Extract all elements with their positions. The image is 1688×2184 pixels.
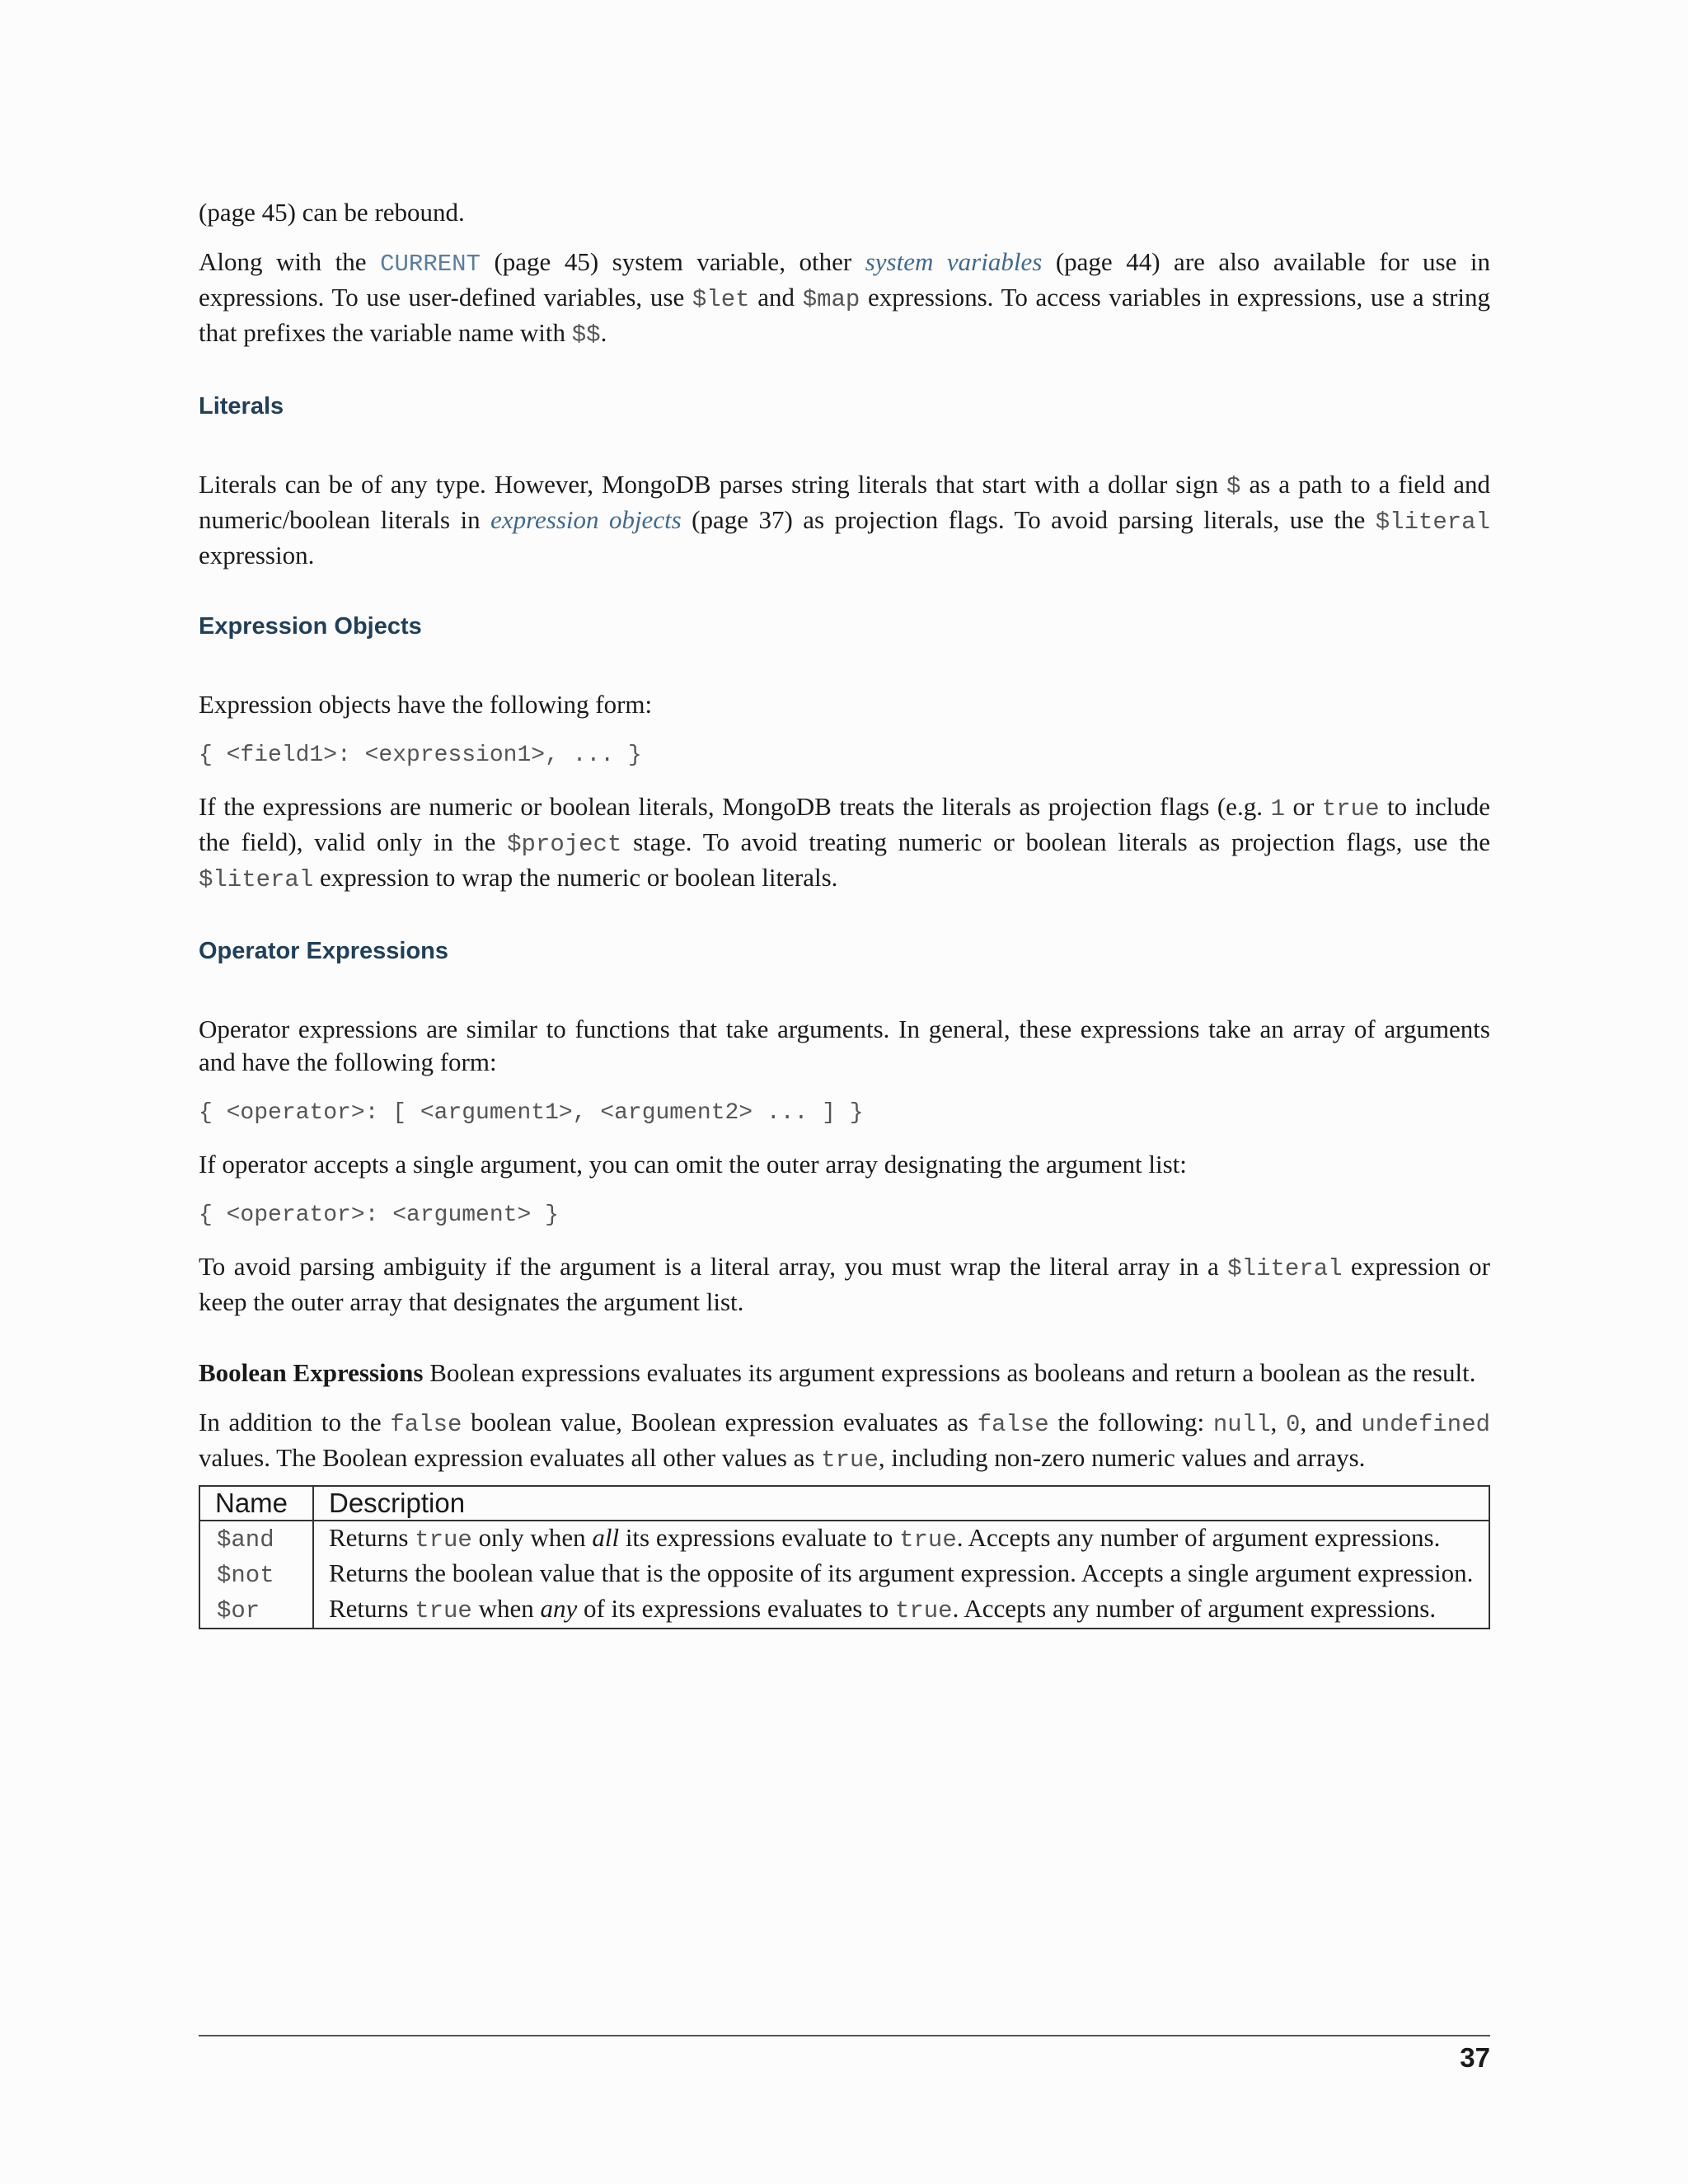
or-operator-link[interactable]: $or	[217, 1597, 260, 1624]
heading-expression-objects: Expression Objects	[199, 613, 422, 640]
text-span: ,	[1270, 1408, 1286, 1436]
paragraph-expr-flags	[199, 790, 1490, 897]
true-code: true	[894, 1597, 953, 1624]
column-header-description: Description	[313, 1486, 1489, 1521]
text-span: Literals can be of any type. However, MongoDB parses string literals that start with a dollar sign	[199, 470, 1227, 499]
text-span: only when	[471, 1523, 593, 1552]
code-operator-single: { <operator>: <argument> }	[199, 1202, 559, 1228]
paragraph-expr-intro: Expression objects have the following form:	[199, 690, 653, 719]
table-row	[199, 1592, 1489, 1629]
operator-name-cell	[199, 1557, 313, 1592]
operator-name-cell	[199, 1592, 313, 1629]
operator-name-cell	[199, 1521, 313, 1557]
true-code: true	[1321, 795, 1380, 823]
text-span: (page 37) as projection flags. To avoid parsing literals, use the	[681, 505, 1376, 534]
literal-code: $literal	[199, 866, 314, 893]
text-span: when	[471, 1594, 541, 1623]
false-code: false	[390, 1411, 462, 1438]
text-span: (page 45) system variable, other	[480, 247, 865, 276]
text-span: . Accepts any number of argument expressions.	[956, 1523, 1441, 1552]
text-span: its expressions evaluate to	[619, 1523, 900, 1552]
double-dollar-code: $$	[571, 321, 601, 349]
paragraph-operator-intro: Operator expressions are similar to functions that take arguments. In general, these expressions take an array of arguments and have the following form:	[199, 1015, 1490, 1076]
expression-objects-link[interactable]: expression objects	[490, 505, 682, 534]
text-span: expression to wrap the numeric or boolean literals.	[313, 863, 838, 892]
table-row	[199, 1521, 1489, 1557]
code-operator-array: { <operator>: [ <argument1>, <argument2> ... ] }	[199, 1100, 864, 1126]
text-span: stage. To avoid treating numeric or boolean literals as projection flags, use the	[621, 827, 1490, 856]
page-number: 37	[1460, 2042, 1490, 2073]
text-span: , including non-zero numeric values and arrays.	[878, 1443, 1366, 1472]
current-link[interactable]: CURRENT	[380, 251, 481, 278]
code-expression-object: { <field1>: <expression1>, ... }	[199, 743, 642, 768]
heading-literals: Literals	[199, 393, 284, 419]
emphasis: any	[540, 1594, 578, 1623]
text-span: Returns	[329, 1594, 415, 1623]
text-span: values. The Boolean expression evaluates all other values as	[199, 1443, 822, 1472]
operator-description-cell	[313, 1592, 1489, 1629]
and-operator-link[interactable]: $and	[217, 1526, 274, 1554]
text-span: as a path to a field and numeric/boolean literals in	[199, 470, 1490, 534]
text-span: , and	[1300, 1408, 1362, 1436]
false-code: false	[977, 1411, 1049, 1438]
literal-code: $literal	[1375, 509, 1490, 536]
text-span: Returns	[329, 1523, 415, 1552]
paragraph-rebound: (page 45) can be rebound.	[199, 198, 465, 227]
dollar-code: $	[1226, 473, 1241, 500]
true-code: true	[821, 1446, 879, 1474]
paragraph-literals	[199, 468, 1490, 572]
text-span: of its expressions evaluates to	[577, 1594, 895, 1623]
paragraph-boolean-intro	[199, 1357, 1490, 1390]
map-code: $map	[802, 286, 860, 313]
footer-rule	[199, 2035, 1490, 2036]
one-code: 1	[1270, 795, 1285, 823]
heading-operator-expressions: Operator Expressions	[199, 938, 448, 964]
text-span: . Accepts any number of argument expressions.	[952, 1594, 1437, 1623]
text-span: to include the field), valid only in the	[199, 792, 1490, 856]
text-span: the following:	[1048, 1408, 1213, 1436]
text-span: Along with the	[199, 247, 381, 276]
table-row	[199, 1557, 1489, 1592]
zero-code: 0	[1285, 1411, 1301, 1438]
paragraph-boolean-false	[199, 1406, 1490, 1477]
system-variables-link[interactable]: system variables	[865, 247, 1043, 276]
let-code: $let	[692, 286, 750, 313]
text-span: (page 44) are also available for use in expressions. To use user-defined variables, use	[199, 247, 1490, 312]
text-span: or	[1284, 792, 1322, 821]
literal-code: $literal	[1227, 1255, 1343, 1282]
text-span: and	[749, 283, 803, 312]
text-span: To avoid parsing ambiguity if the argument is a literal array, you must wrap the literal array in a	[199, 1252, 1228, 1281]
paragraph-variables	[199, 246, 1490, 352]
text-span: Boolean expressions evaluates its argument expressions as booleans and return a boolean as the result.	[423, 1358, 1476, 1387]
table-header-row	[199, 1486, 1489, 1521]
operator-description-cell	[313, 1521, 1489, 1557]
text-span: If the expressions are numeric or boolean literals, MongoDB treats the literals as projection flags (e.g.	[199, 792, 1271, 821]
boolean-operators-table	[199, 1485, 1490, 1629]
text-span: expression.	[199, 541, 315, 569]
text-span: expressions. To access variables in expressions, use a string that prefixes the variable name with	[199, 283, 1490, 347]
text-span: .	[600, 318, 607, 347]
true-code: true	[899, 1526, 957, 1554]
operator-description-cell: Returns the boolean value that is the opposite of its argument expression. Accepts a single argument expression.	[313, 1557, 1489, 1592]
true-code: true	[415, 1597, 472, 1624]
undefined-code: undefined	[1361, 1411, 1491, 1438]
paragraph-operator-single: If operator accepts a single argument, you can omit the outer array designating the argument list:	[199, 1150, 1187, 1179]
text-span: boolean value, Boolean expression evaluates as	[462, 1408, 978, 1436]
not-operator-link[interactable]: $not	[217, 1562, 274, 1589]
paragraph-operator-ambiguity	[199, 1250, 1490, 1319]
true-code: true	[415, 1526, 472, 1554]
text-span: In addition to the	[199, 1408, 391, 1436]
column-header-name: Name	[199, 1486, 313, 1521]
text-span: expression or keep the outer array that designates the argument list.	[199, 1252, 1491, 1316]
project-code: $project	[507, 831, 622, 858]
emphasis: all	[592, 1523, 620, 1552]
null-code: null	[1212, 1411, 1271, 1438]
heading-boolean-expressions: Boolean Expressions	[199, 1358, 424, 1387]
page-content	[199, 196, 1490, 1629]
